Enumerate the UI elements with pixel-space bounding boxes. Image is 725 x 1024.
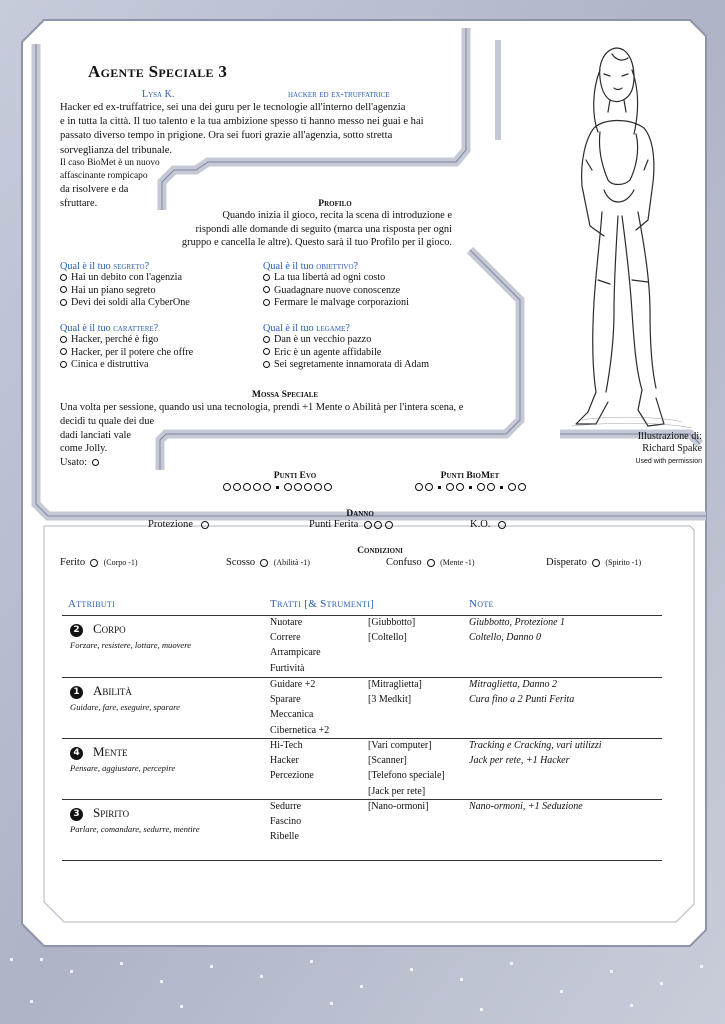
- column-traits: Tratti [& Strumenti]: [270, 598, 375, 610]
- table-rule: [62, 860, 662, 861]
- condition-modifier: (Corpo -1): [103, 558, 138, 567]
- attribute-value-badge: 1: [70, 686, 83, 699]
- question-title: [60, 323, 193, 334]
- trait[interactable]: Percezione: [270, 770, 314, 782]
- biomet-points-heading: Punti BioMet: [440, 470, 500, 481]
- condition-name: Scosso: [226, 557, 256, 568]
- condition-desperate: [546, 557, 641, 568]
- condition-checkbox[interactable]: [90, 559, 98, 567]
- column-attributes: Attributi: [68, 598, 116, 610]
- note: Jack per rete, +1 Hacker: [469, 755, 570, 767]
- attribute-name: [70, 805, 200, 821]
- trait[interactable]: Nuotare: [270, 617, 303, 628]
- question-option[interactable]: [60, 297, 190, 310]
- attribute-value-badge: 2: [70, 624, 83, 637]
- notes-mind: [469, 738, 602, 768]
- hit-points-label: Punti Ferita: [309, 519, 359, 530]
- question-prefix: Qual è il tuo: [60, 323, 114, 334]
- attribute-description: Guidare, fare, eseguire, sparare: [70, 702, 180, 712]
- attribute-label: Abilità: [93, 683, 132, 698]
- option-label: Guadagnare nuove conoscenze: [274, 284, 401, 296]
- special-move-line: decidi tu quale dei due: [60, 415, 155, 427]
- illustration-permission: Used with permission: [635, 457, 702, 465]
- used-row: [60, 456, 463, 470]
- attribute-name: [70, 744, 175, 760]
- question-option[interactable]: [263, 359, 429, 372]
- attribute-ability: [70, 683, 180, 712]
- case-line: affascinante rompicapo: [60, 170, 148, 181]
- intro-line: passato diverso tempo in prigione. Ora sei fuori grazie all'agenzia, sotto stretta: [60, 130, 393, 142]
- condition-name: Ferito: [60, 557, 86, 568]
- damage-heading: Danno: [346, 508, 374, 519]
- profile-line: rispondi alle domande di seguito (marca una risposta per ogni: [195, 223, 452, 235]
- profile-line: gruppo e cancella le altre). Questo sarà il tuo Profilo per il gioco.: [181, 237, 452, 249]
- case-line: da risolvere e da: [60, 184, 129, 195]
- trait[interactable]: Hi-Tech: [270, 740, 303, 751]
- condition-checkbox[interactable]: [592, 559, 600, 567]
- trait[interactable]: Meccanica: [270, 709, 314, 721]
- tool[interactable]: [Mitraglietta]: [368, 679, 422, 690]
- option-circle[interactable]: [60, 286, 67, 293]
- traits-spirit: [270, 799, 301, 845]
- notes-ability: [469, 677, 574, 707]
- conditions-heading: Condizioni: [357, 545, 403, 556]
- table-rule: [62, 615, 662, 616]
- ko-checkbox[interactable]: [498, 521, 506, 529]
- trait[interactable]: Ribelle: [270, 831, 299, 843]
- special-move-line: come Jolly.: [60, 443, 108, 455]
- option-label: Hai un debito con l'agenzia: [71, 272, 183, 283]
- question-character: [60, 323, 193, 372]
- condition-confused: [386, 557, 475, 568]
- attribute-description: Parlare, comandare, sedurre, mentire: [70, 824, 200, 834]
- intro-text: [60, 101, 450, 158]
- option-label: Sei segretamente innamorata di Adam: [274, 359, 430, 371]
- character-name: Lysa K.: [142, 89, 175, 100]
- evo-point[interactable]: [263, 483, 271, 491]
- question-key: legame?: [316, 323, 350, 334]
- special-move-line: Una volta per sessione, quando usi una tecnologia, prendi +1 Mente o Abilità per l'intera scena, e: [60, 402, 464, 413]
- evo-point[interactable]: [233, 483, 241, 491]
- option-circle[interactable]: [263, 348, 270, 355]
- profile-heading: Profilo: [318, 198, 352, 209]
- ko-field: [470, 519, 506, 530]
- option-circle[interactable]: [263, 361, 270, 368]
- option-circle[interactable]: [60, 299, 67, 306]
- biomet-point[interactable]: [446, 483, 454, 491]
- condition-name: Disperato: [546, 557, 587, 568]
- tool[interactable]: [Coltello]: [368, 632, 407, 644]
- biomet-point[interactable]: [477, 483, 485, 491]
- hit-points-field: [309, 519, 393, 530]
- question-option[interactable]: [60, 347, 193, 360]
- note: Mitraglietta, Danno 2: [469, 679, 558, 690]
- illustration-artist: Richard Spake: [642, 443, 702, 455]
- question-title: [263, 261, 409, 272]
- evo-points-track: [223, 483, 332, 491]
- trait[interactable]: Cibernetica +2: [270, 724, 330, 736]
- page-title: Agente Speciale 3: [88, 62, 228, 81]
- note: Coltello, Danno 0: [469, 632, 541, 644]
- illustration-credit: [600, 431, 702, 468]
- question-key: segreto?: [113, 261, 150, 272]
- option-circle[interactable]: [60, 336, 67, 343]
- trait[interactable]: Furtività: [270, 662, 305, 674]
- attribute-name: [70, 621, 191, 637]
- track-separator: [469, 486, 472, 489]
- question-title: [263, 323, 429, 334]
- attribute-name: [70, 683, 180, 699]
- used-label: Usato:: [60, 457, 88, 469]
- tool[interactable]: [3 Medkit]: [368, 694, 412, 706]
- used-checkbox[interactable]: [92, 459, 99, 466]
- question-prefix: Qual è il tuo: [263, 261, 317, 272]
- notes-body: [469, 615, 565, 645]
- traits-ability: [270, 677, 329, 738]
- question-option[interactable]: [263, 334, 429, 347]
- question-option[interactable]: [263, 347, 429, 360]
- attribute-spirit: [70, 805, 200, 834]
- question-option[interactable]: [60, 285, 190, 298]
- question-bond: [263, 323, 429, 372]
- evo-point[interactable]: [243, 483, 251, 491]
- option-circle[interactable]: [60, 361, 67, 368]
- protection-checkbox[interactable]: [201, 521, 209, 529]
- biomet-point[interactable]: [456, 483, 464, 491]
- attribute-label: Spirito: [93, 805, 130, 820]
- biomet-point[interactable]: [508, 483, 516, 491]
- special-move-line: dadi lanciati vale: [60, 429, 131, 441]
- option-circle[interactable]: [263, 286, 270, 293]
- evo-point[interactable]: [304, 483, 312, 491]
- trait[interactable]: Guidare +2: [270, 679, 316, 690]
- attribute-value-badge: 3: [70, 808, 83, 821]
- condition-shaken: [226, 557, 310, 568]
- evo-point[interactable]: [284, 483, 292, 491]
- note: Tracking e Cracking, vari utilizzi: [469, 740, 602, 751]
- attribute-body: [70, 621, 191, 650]
- profile-line: Quando inizia il gioco, recita la scena di introduzione e: [222, 210, 452, 221]
- intro-line: sorveglianza del tribunale.: [60, 144, 173, 156]
- question-objective: [263, 261, 409, 310]
- character-role: hacker ed ex-truffatrice: [288, 89, 390, 100]
- protection-field: [148, 519, 209, 530]
- tool[interactable]: [Giubbotto]: [368, 617, 416, 628]
- condition-modifier: (Mente -1): [440, 558, 475, 567]
- condition-name: Confuso: [386, 557, 422, 568]
- special-move-text: [60, 401, 463, 470]
- hit-point-checkbox[interactable]: [385, 521, 393, 529]
- condition-modifier: (Spirito -1): [605, 558, 642, 567]
- question-title: [60, 261, 190, 272]
- biomet-point[interactable]: [425, 483, 433, 491]
- tools-body: [368, 615, 415, 645]
- question-option[interactable]: [263, 272, 409, 285]
- case-text-2: [60, 183, 128, 210]
- question-key: carattere?: [113, 323, 159, 334]
- profile-text: [150, 209, 452, 250]
- evo-point[interactable]: [223, 483, 231, 491]
- tool[interactable]: [Vari computer]: [368, 740, 432, 751]
- trait[interactable]: Sedurre: [270, 801, 302, 812]
- question-key: obiettivo?: [316, 261, 359, 272]
- illustration-label: Illustrazione di:: [637, 431, 702, 442]
- option-circle[interactable]: [263, 274, 270, 281]
- note: Giubbotto, Protezione 1: [469, 617, 566, 628]
- attribute-mind: [70, 744, 175, 773]
- note: Nano-ormoni, +1 Seduzione: [469, 801, 583, 812]
- case-line: sfruttare.: [60, 197, 98, 209]
- tool[interactable]: [Jack per rete]: [368, 785, 426, 797]
- option-label: Hai un piano segreto: [71, 284, 156, 296]
- tool[interactable]: [Scanner]: [368, 755, 407, 767]
- special-move-heading: Mossa Speciale: [251, 389, 319, 400]
- question-option[interactable]: [60, 334, 193, 347]
- evo-point[interactable]: [314, 483, 322, 491]
- trait[interactable]: Sparare: [270, 694, 301, 706]
- evo-point[interactable]: [294, 483, 302, 491]
- hit-point-checkbox[interactable]: [364, 521, 372, 529]
- option-circle[interactable]: [263, 336, 270, 343]
- notes-spirit: [469, 799, 583, 814]
- biomet-points-track: [415, 483, 526, 491]
- note: Cura fino a 2 Punti Ferita: [469, 694, 575, 706]
- tool[interactable]: [Telefono speciale]: [368, 770, 445, 782]
- case-line: Il caso BioMet è un nuovo: [60, 158, 160, 168]
- attribute-value-badge: 4: [70, 747, 83, 760]
- question-option[interactable]: [60, 359, 193, 372]
- option-label: Fermare le malvage corporazioni: [274, 297, 409, 309]
- evo-point[interactable]: [324, 483, 332, 491]
- trait[interactable]: Correre: [270, 632, 301, 644]
- track-separator: [276, 486, 279, 489]
- condition-modifier: (Abilità -1): [273, 558, 310, 567]
- condition-checkbox[interactable]: [427, 559, 435, 567]
- tools-ability: [368, 677, 422, 707]
- hit-point-checkbox[interactable]: [374, 521, 382, 529]
- biomet-point[interactable]: [415, 483, 423, 491]
- attribute-label: Corpo: [93, 621, 126, 636]
- option-label: La tua libertà ad ogni costo: [274, 272, 386, 283]
- intro-line: e in tutta la città. Il tuo talento e la tua ambizione spesso ti hanno messo nei guai e hai: [60, 116, 424, 128]
- option-label: Eric è un agente affidabile: [274, 346, 382, 358]
- attribute-description: Forzare, resistere, lottare, muovere: [70, 640, 192, 650]
- evo-point[interactable]: [253, 483, 261, 491]
- trait[interactable]: Hacker: [270, 755, 299, 767]
- question-option[interactable]: [60, 272, 190, 285]
- column-notes: Note: [469, 598, 494, 610]
- intro-line: Hacker ed ex-truffatrice, sei una dei guru per le tecnologie all'interno dell'agenzia: [60, 102, 406, 113]
- trait[interactable]: Arrampicare: [270, 647, 321, 659]
- option-circle[interactable]: [60, 348, 67, 355]
- traits-body: [270, 615, 321, 676]
- question-option[interactable]: [263, 297, 409, 310]
- question-prefix: Qual è il tuo: [263, 323, 317, 334]
- option-circle[interactable]: [263, 299, 270, 306]
- ko-label: K.O.: [470, 519, 491, 530]
- question-secret: [60, 261, 190, 310]
- attribute-label: Mente: [93, 744, 128, 759]
- tool[interactable]: [Nano-ormoni]: [368, 801, 429, 812]
- option-label: Dan è un vecchio pazzo: [274, 334, 372, 345]
- option-label: Devi dei soldi alla CyberOne: [71, 297, 190, 309]
- option-label: Hacker, per il potere che offre: [71, 346, 194, 358]
- character-illustration: [552, 40, 702, 428]
- option-label: Cinica e distruttiva: [71, 359, 149, 371]
- tools-mind: [368, 738, 445, 799]
- option-label: Hacker, perché è figo: [71, 334, 159, 345]
- protection-label: Protezione: [148, 519, 193, 530]
- case-text: [60, 157, 160, 182]
- tools-spirit: [368, 799, 429, 814]
- question-option[interactable]: [263, 285, 409, 298]
- condition-checkbox[interactable]: [260, 559, 268, 567]
- biomet-point[interactable]: [487, 483, 495, 491]
- traits-mind: [270, 738, 314, 784]
- evo-points-heading: Punti Evo: [273, 470, 317, 481]
- track-separator: [500, 486, 503, 489]
- attribute-description: Pensare, aggiustare, percepire: [70, 763, 176, 773]
- trait[interactable]: Fascino: [270, 816, 302, 828]
- option-circle[interactable]: [60, 274, 67, 281]
- biomet-point[interactable]: [518, 483, 526, 491]
- condition-wounded: [60, 557, 138, 568]
- question-prefix: Qual è il tuo: [60, 261, 114, 272]
- track-separator: [438, 486, 441, 489]
